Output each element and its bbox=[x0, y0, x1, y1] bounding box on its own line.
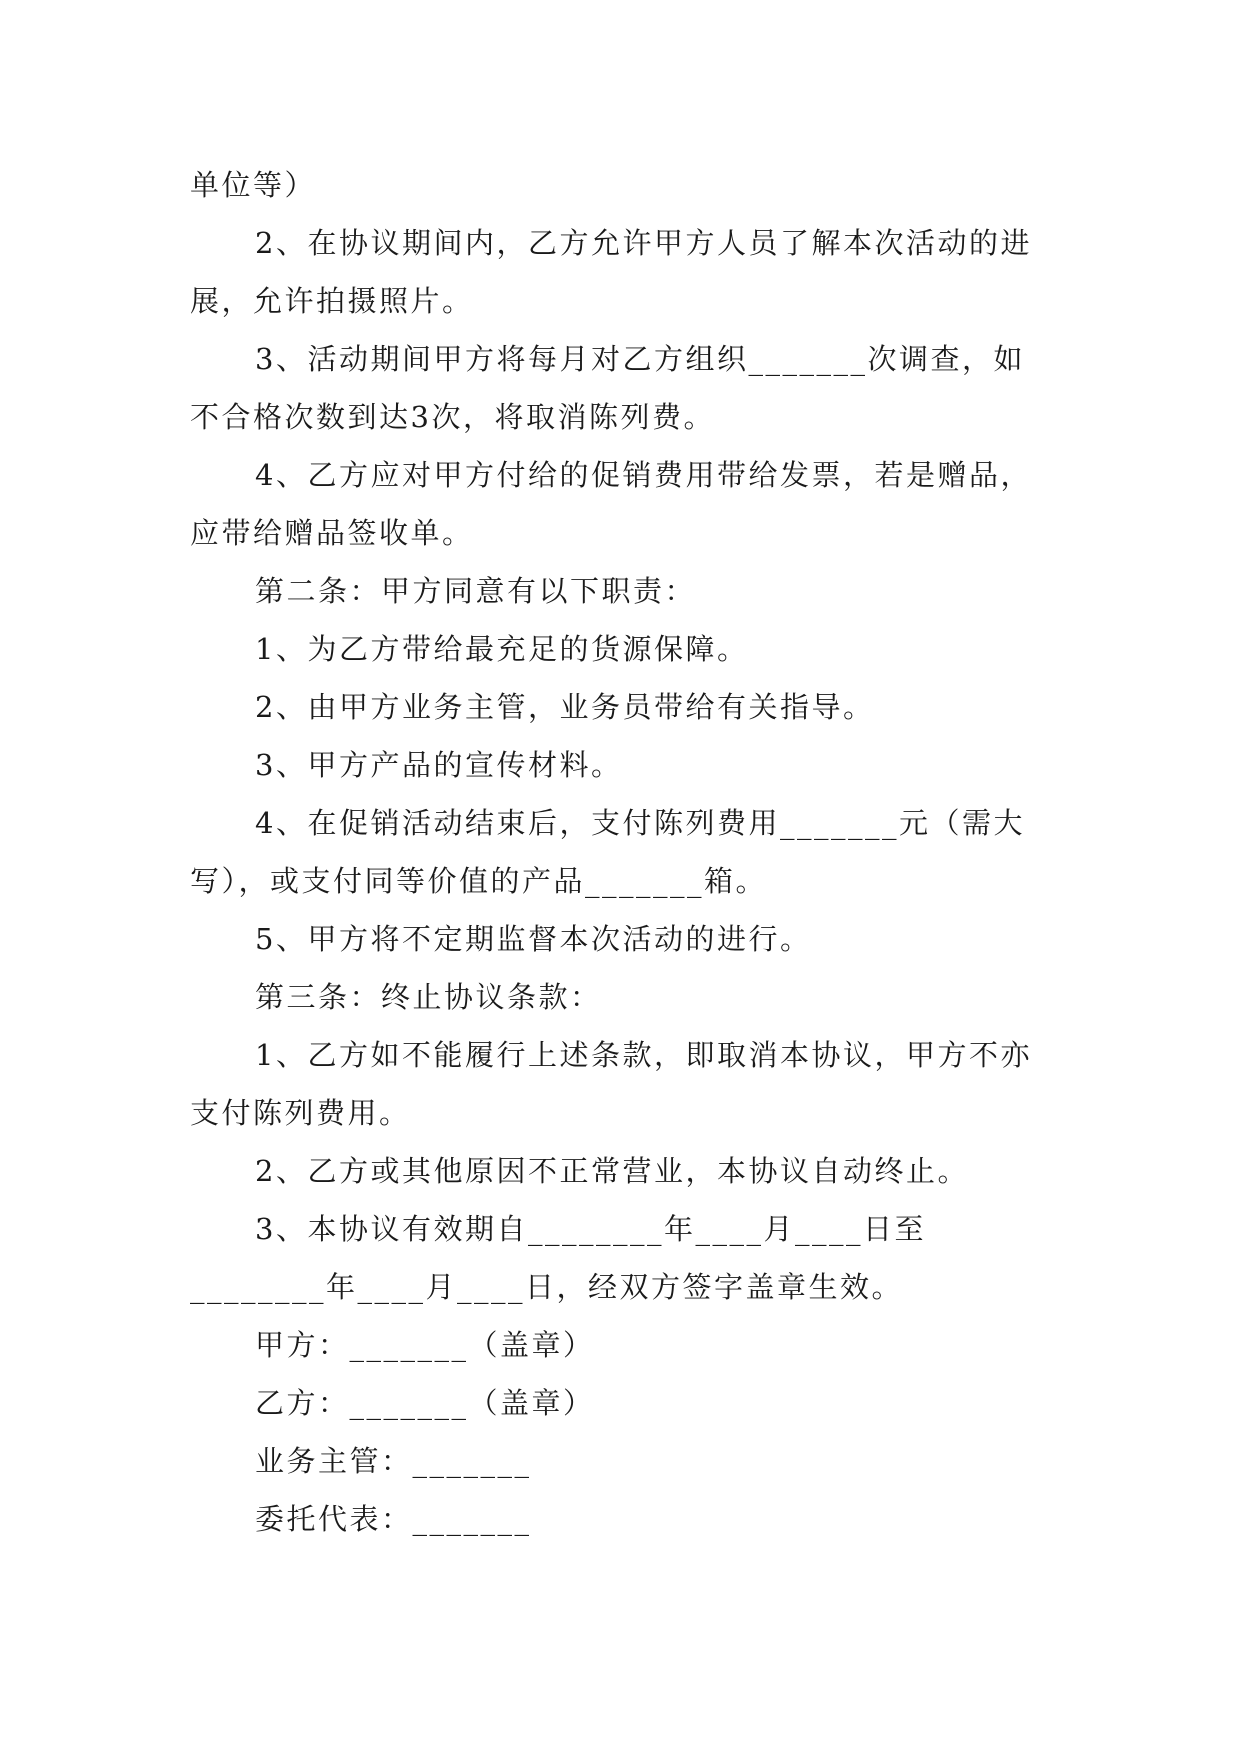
section-heading-article-2: 第二条：甲方同意有以下职责： bbox=[255, 574, 697, 608]
signature-business-supervisor: 业务主管：_______ bbox=[255, 1444, 532, 1478]
paragraph-clause-a-1: 1、为乙方带给最充足的货源保障。 bbox=[255, 632, 749, 666]
document-body bbox=[190, 156, 1052, 1548]
paragraph-clause-a-2: 2、由甲方业务主管，业务员带给有关指导。 bbox=[255, 690, 875, 724]
paragraph-termination-1: 1、乙方如不能履行上述条款，即取消本协议，甲方不亦支付陈列费用。 bbox=[190, 1038, 1032, 1130]
section-heading-article-3: 第三条：终止协议条款： bbox=[255, 980, 602, 1014]
paragraph-termination-3: 3、本协议有效期自________年____月____日至________年____月____日，经双方签字盖章生效。 bbox=[190, 1212, 926, 1304]
paragraph-clause-b-4: 4、乙方应对甲方付给的促销费用带给发票，若是赠品，应带给赠品签收单。 bbox=[190, 458, 1032, 550]
paragraph-termination-2: 2、乙方或其他原因不正常营业，本协议自动终止。 bbox=[255, 1154, 969, 1188]
paragraph-clause-a-3: 3、甲方产品的宣传材料。 bbox=[255, 748, 623, 782]
paragraph-clause-b-3: 3、活动期间甲方将每月对乙方组织_______次调查，如不合格次数到达3次，将取消陈列费。 bbox=[190, 342, 1025, 434]
signature-authorized-representative: 委托代表：_______ bbox=[255, 1502, 532, 1536]
signature-party-b: 乙方：_______（盖章） bbox=[255, 1386, 595, 1420]
paragraph-clause-a-4: 4、在促销活动结束后，支付陈列费用_______元（需大写），或支付同等价值的产品_______箱。 bbox=[190, 806, 1025, 898]
paragraph-clause-a-5: 5、甲方将不定期监督本次活动的进行。 bbox=[255, 922, 812, 956]
paragraph-clause-b-2: 2、在协议期间内，乙方允许甲方人员了解本次活动的进展，允许拍摄照片。 bbox=[190, 226, 1032, 318]
paragraph-unit-etc: 单位等） bbox=[190, 168, 317, 202]
signature-party-a: 甲方：_______（盖章） bbox=[255, 1328, 595, 1362]
